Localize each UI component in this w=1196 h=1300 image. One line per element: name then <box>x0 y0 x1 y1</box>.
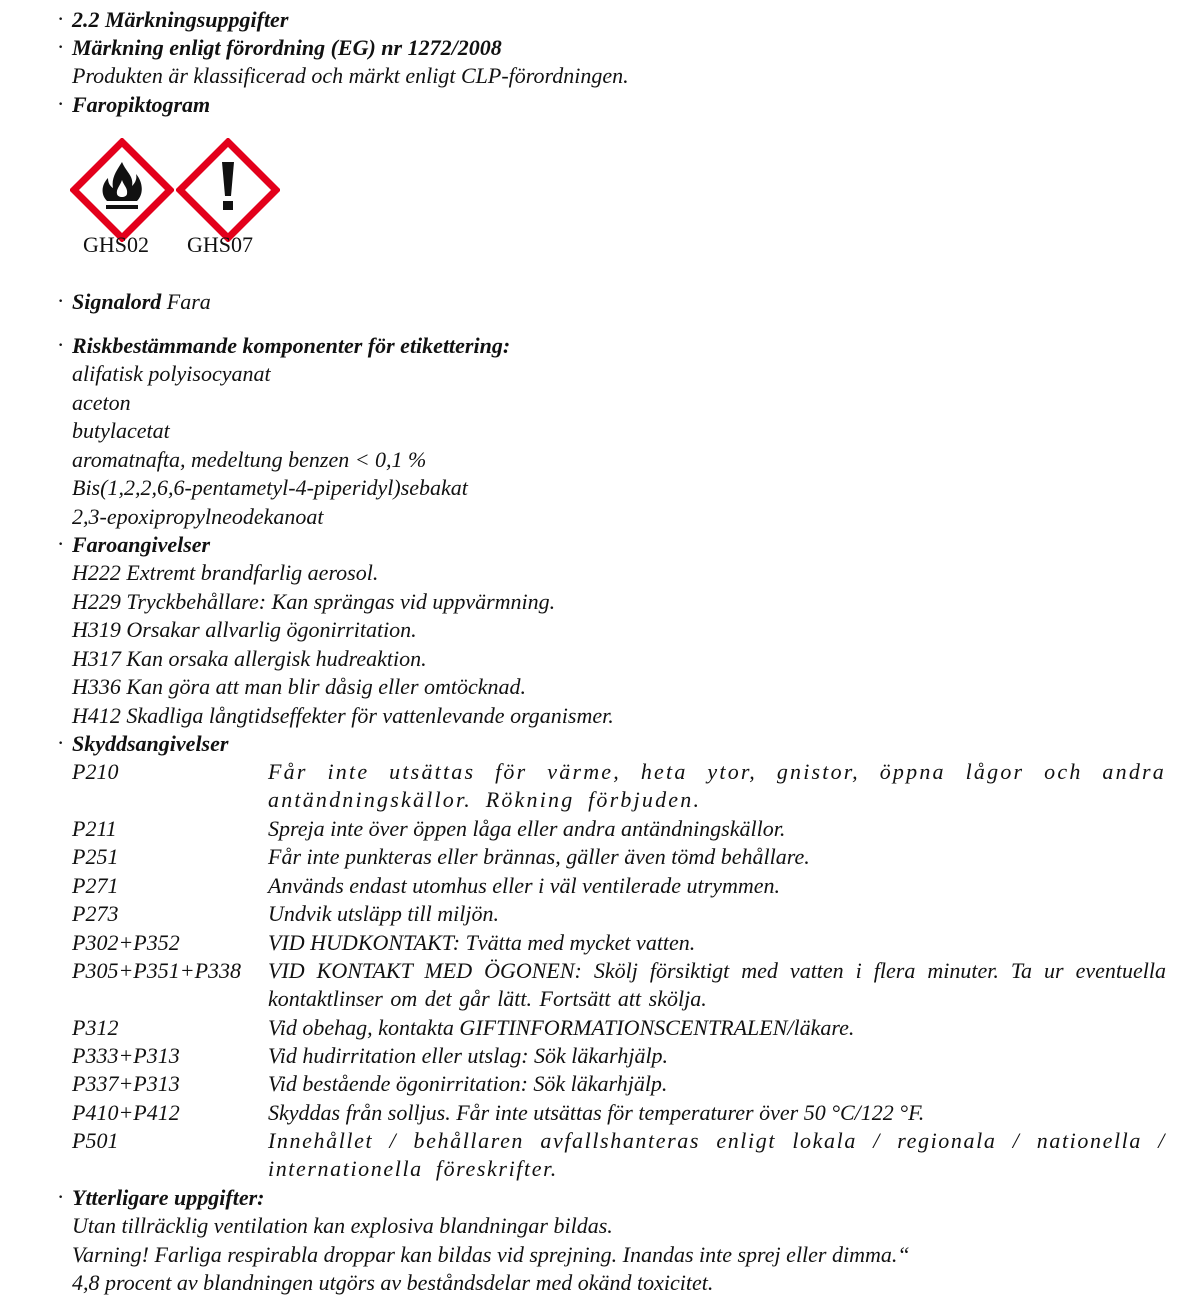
ghs02-pictogram <box>70 138 174 242</box>
exclamation-icon <box>176 138 280 242</box>
signal-word <box>72 288 211 316</box>
component-item: butylacetat <box>72 418 170 443</box>
hazard-heading: Faroangivelser <box>72 532 211 557</box>
hazard-item: H412 Skadliga långtidseffekter för vattenlevande organismer. <box>72 703 614 728</box>
additional-item: Varning! Farliga respirabla droppar kan bildas vid sprejning. Inandas inte sprej eller dimma.“ <box>72 1242 910 1267</box>
ghs07-pictogram <box>176 138 280 242</box>
bullet: · <box>57 34 65 59</box>
precaution-code: P305+P351+P338 <box>72 958 242 983</box>
precaution-code: P271 <box>72 873 119 898</box>
hazard-item: H319 Orsakar allvarlig ögonirritation. <box>72 617 417 642</box>
ghs07-label: GHS07 <box>187 232 254 257</box>
bullet: · <box>57 332 65 357</box>
precaution-text: Spreja inte över öppen låga eller andra antändningskällor. <box>268 816 786 841</box>
additional-item: 4,8 procent av blandningen utgörs av beståndsdelar med okänd toxicitet. <box>72 1270 714 1295</box>
ghs02-label: GHS02 <box>83 232 150 257</box>
pictogram-group <box>70 138 290 268</box>
precaution-code: P337+P313 <box>72 1071 180 1096</box>
precaution-code: P501 <box>72 1128 119 1153</box>
section-heading: 2.2 Märkningsuppgifter <box>72 7 289 32</box>
bullet: · <box>57 1184 65 1209</box>
precaution-code: P210 <box>72 759 119 784</box>
precaution-code: P312 <box>72 1015 119 1040</box>
components-heading: Riskbestämmande komponenter för etikettering: <box>72 333 511 358</box>
component-item: aceton <box>72 390 131 415</box>
bullet: · <box>57 91 65 116</box>
precaution-text: VID KONTAKT MED ÖGONEN: Skölj försiktigt med vatten i flera minuter. Ta ur eventuella kontaktlinser om det går lätt. Fortsätt att skölja. <box>268 958 1166 1011</box>
signal-word-label: Signalord <box>72 289 162 314</box>
precaution-code: P410+P412 <box>72 1100 180 1125</box>
hazard-item: H336 Kan göra att man blir dåsig eller omtöcknad. <box>72 674 527 699</box>
bullet: · <box>57 730 65 755</box>
precaution-code: P302+P352 <box>72 930 180 955</box>
component-item: alifatisk polyisocyanat <box>72 361 271 386</box>
precaution-text: Skyddas från solljus. Får inte utsättas för temperaturer över 50 °C/122 °F. <box>268 1100 925 1125</box>
precaution-text: Vid obehag, kontakta GIFTINFORMATIONSCENTRALEN/läkare. <box>268 1015 855 1040</box>
precaution-code: P273 <box>72 901 119 926</box>
regulation-heading: Märkning enligt förordning (EG) nr 1272/2008 <box>72 35 502 60</box>
precaution-heading: Skyddsangivelser <box>72 731 229 756</box>
precaution-text: Vid hudirritation eller utslag: Sök läkarhjälp. <box>268 1043 669 1068</box>
component-item: 2,3-epoxipropylneodekanoat <box>72 504 324 529</box>
hazard-item: H317 Kan orsaka allergisk hudreaktion. <box>72 646 427 671</box>
precaution-code: P251 <box>72 844 119 869</box>
additional-heading: Ytterligare uppgifter: <box>72 1185 265 1210</box>
precaution-text: Får inte punkteras eller brännas, gäller även tömd behållare. <box>268 844 810 869</box>
pictograms-heading: Faropiktogram <box>72 92 211 117</box>
precaution-text: Innehållet / behållaren avfallshanteras enligt lokala / regionala / nationella / internationella föreskrifter. <box>268 1128 1166 1181</box>
signal-word-value: Fara <box>166 289 211 314</box>
bullet: · <box>57 288 65 313</box>
precaution-code: P333+P313 <box>72 1043 180 1068</box>
precaution-text: VID HUDKONTAKT: Tvätta med mycket vatten. <box>268 930 696 955</box>
component-item: aromatnafta, medeltung benzen < 0,1 % <box>72 447 427 472</box>
precaution-text: Används endast utomhus eller i väl ventilerade utrymmen. <box>268 873 781 898</box>
flame-icon <box>70 138 174 242</box>
bullet: · <box>57 531 65 556</box>
additional-item: Utan tillräcklig ventilation kan explosiva blandningar bildas. <box>72 1213 613 1238</box>
precaution-text: Får inte utsättas för värme, heta ytor, gnistor, öppna lågor och andra antändningskällor. Rökning förbjuden. <box>268 759 1166 812</box>
component-item: Bis(1,2,2,6,6-pentametyl-4-piperidyl)sebakat <box>72 475 468 500</box>
hazard-item: H222 Extremt brandfarlig aerosol. <box>72 560 379 585</box>
precaution-code: P211 <box>72 816 117 841</box>
precaution-text: Undvik utsläpp till miljön. <box>268 901 499 926</box>
precaution-text: Vid bestående ögonirritation: Sök läkarhjälp. <box>268 1071 668 1096</box>
bullet: · <box>57 6 65 31</box>
regulation-text: Produkten är klassificerad och märkt enligt CLP-förordningen. <box>72 63 629 88</box>
hazard-item: H229 Tryckbehållare: Kan sprängas vid uppvärmning. <box>72 589 556 614</box>
